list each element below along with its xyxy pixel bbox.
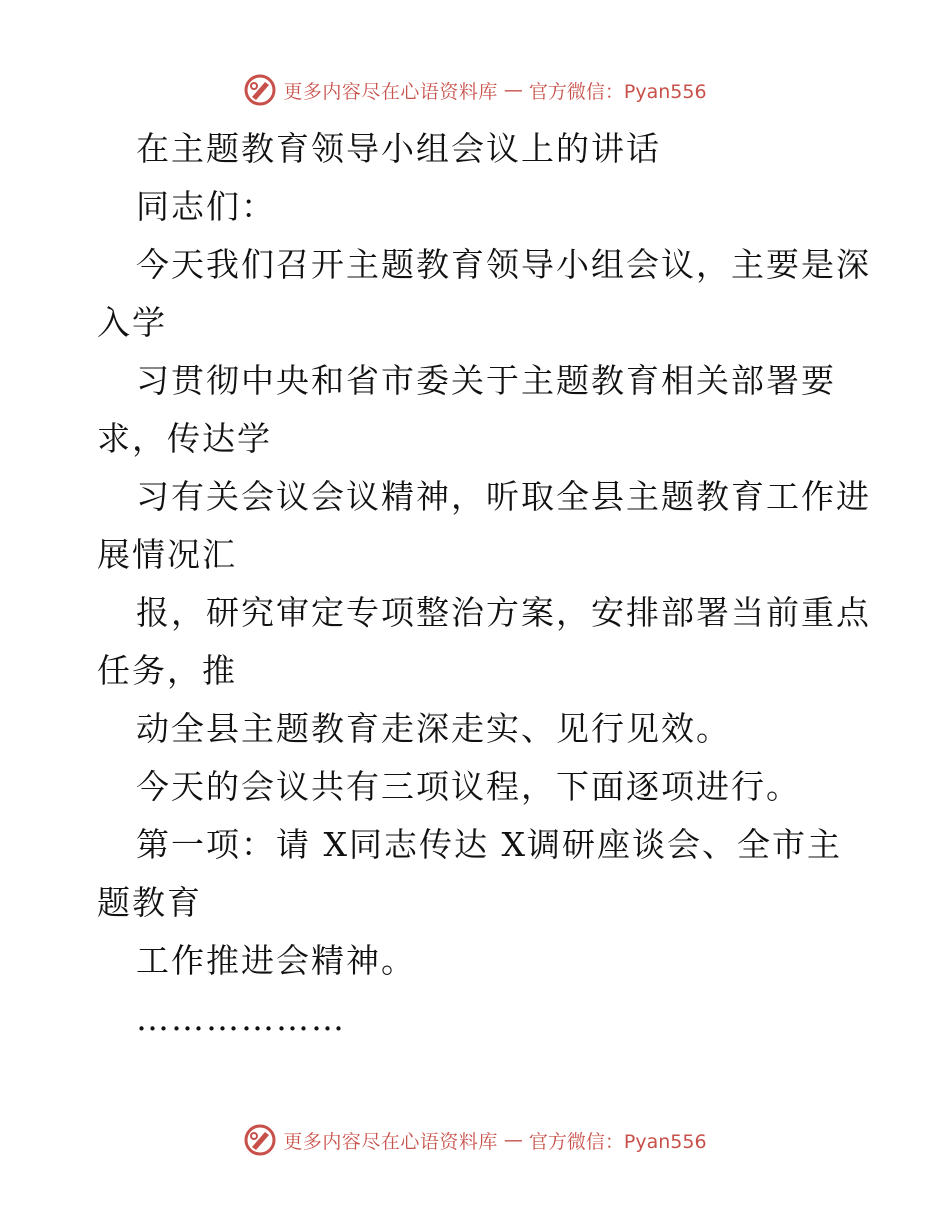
- paragraph-line: 今天我们召开主题教育领导小组会议，主要是深: [136, 245, 871, 284]
- header-wechat-text: 官方微信：Pyan556: [528, 80, 707, 103]
- salutation: 同志们：: [136, 187, 276, 226]
- brand-logo-icon: [243, 1123, 277, 1157]
- paragraph-line: 入学: [97, 303, 167, 342]
- brand-logo-icon: [243, 73, 277, 107]
- footer-wechat-text: 官方微信：Pyan556: [528, 1130, 707, 1153]
- paragraph-line: 习有关会议会议精神，听取全县主题教育工作进: [136, 477, 871, 516]
- paragraph-line: 今天的会议共有三项议程，下面逐项进行。: [136, 767, 801, 806]
- footer-watermark: [0, 1120, 950, 1160]
- paragraph-line: 展情况汇: [97, 535, 237, 574]
- paragraph-line: 工作推进会精神。: [136, 941, 416, 980]
- header-watermark: [0, 70, 950, 110]
- paragraph-line: 任务，推: [97, 651, 237, 690]
- paragraph-line: 报，研究审定专项整治方案，安排部署当前重点: [136, 593, 871, 632]
- document-body: [97, 120, 871, 1048]
- paragraph-line: 第一项：请 X同志传达 X调研座谈会、全市主: [136, 825, 842, 864]
- paragraph-line: 题教育: [97, 883, 202, 922]
- paragraph-line: 求，传达学: [97, 419, 272, 458]
- header-brand-text: 更多内容尽在心语资料库: [283, 80, 498, 103]
- paragraph-line: 习贯彻中央和省市委关于主题教育相关部署要: [136, 361, 836, 400]
- footer-brand-text: 更多内容尽在心语资料库: [283, 1130, 498, 1153]
- footer-separator: —: [503, 1129, 523, 1151]
- header-separator: —: [503, 79, 523, 101]
- ellipsis-line: ………………: [136, 999, 346, 1038]
- document-title: 在主题教育领导小组会议上的讲话: [136, 129, 661, 168]
- paragraph-line: 动全县主题教育走深走实、见行见效。: [136, 709, 731, 748]
